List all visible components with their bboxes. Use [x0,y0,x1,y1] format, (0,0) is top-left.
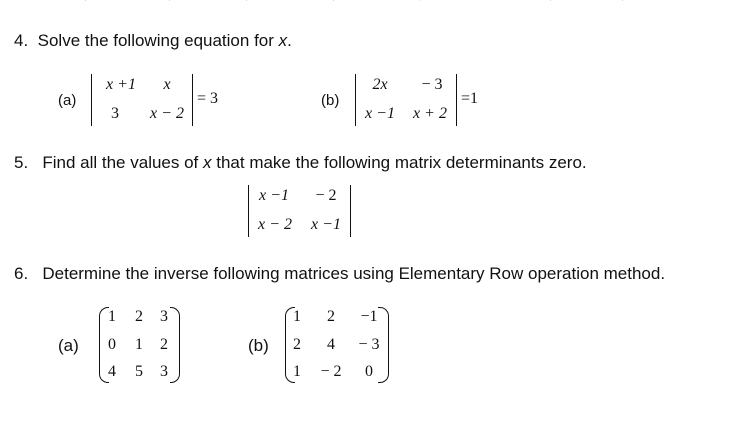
question-5-text-after: that make the following matrix determinants zero. [211,153,587,172]
determinant-5-left-bar [248,185,249,237]
question-6-number: 6. [14,264,29,283]
question-6-title [14,264,665,284]
matrix-6b-cell-2-2: 4 [327,336,335,353]
question-4-text-before: Solve the following equation for [37,31,279,50]
determinant-4a-cell-1-1: x +1 [106,76,136,93]
question-4-var: x [278,31,288,50]
determinant-5-cell-1-1: x −1 [259,187,289,204]
question-4-number: 4. [14,31,29,50]
determinant-4b-cell-1-1: 2x [372,76,388,93]
matrix-6a-cell-3-1: 4 [108,363,116,380]
determinant-4b-cell-2-2: x + 2 [413,105,447,122]
matrix-6b-cell-2-3: − 3 [358,336,380,353]
matrix-6b-cell-1-2: 2 [327,308,335,325]
question-4b-label: (b) [321,92,340,109]
question-5-title [14,153,587,173]
matrix-6a-cell-2-2: 1 [135,336,143,353]
question-5-var: x [203,153,212,172]
determinant-4a-right-bar [192,74,193,126]
matrix-6a-cell-3-2: 5 [135,363,143,380]
determinant-4b-right-bar [456,74,457,126]
determinant-4a-cell-1-2: x [163,76,171,93]
question-5-number: 5. [14,153,29,172]
determinant-4a-rhs: = 3 [197,90,219,107]
matrix-6b-cell-1-3: −1 [360,308,378,325]
determinant-5-right-bar [350,185,351,237]
matrix-6a-cell-1-1: 1 [108,308,116,325]
determinant-5-cell-2-1: x − 2 [258,216,292,233]
determinant-4a-cell-2-1: 3 [111,105,119,122]
question-6a-label: (a) [58,336,79,355]
matrix-6a-cell-1-3: 3 [160,308,168,325]
matrix-6a-cell-1-2: 2 [135,308,143,325]
matrix-6b-cell-2-1: 2 [293,336,301,353]
determinant-4b-left-bar [355,74,356,126]
matrix-6b-cell-3-2: − 2 [320,363,342,380]
determinant-4b-cell-2-1: x −1 [365,105,395,122]
determinant-4b-rhs: =1 [461,90,479,107]
matrix-6a-cell-2-3: 2 [160,336,168,353]
matrix-6b-cell-3-1: 1 [293,363,301,380]
determinant-5-cell-1-2: − 2 [315,187,337,204]
clipped-previous-line [0,0,747,3]
matrix-6a-cell-2-1: 0 [108,336,116,353]
question-6b-label: (b) [248,336,269,355]
question-5-text-before: Find all the values of [42,153,204,172]
question-4a-label: (a) [58,92,77,109]
determinant-4a-cell-2-2: x − 2 [150,105,184,122]
question-4-text-after: . [287,31,292,50]
determinant-4b-cell-1-2: − 3 [421,76,443,93]
determinant-4a-left-bar [91,74,92,126]
question-6-text: Determine the inverse following matrices using Elementary Row operation method. [42,264,666,283]
determinant-5-cell-2-2: x −1 [311,216,341,233]
matrix-6b-cell-3-3: 0 [365,363,373,380]
matrix-6b-cell-1-1: 1 [293,308,301,325]
matrix-6a-cell-3-3: 3 [160,363,168,380]
question-4-title [14,31,292,51]
